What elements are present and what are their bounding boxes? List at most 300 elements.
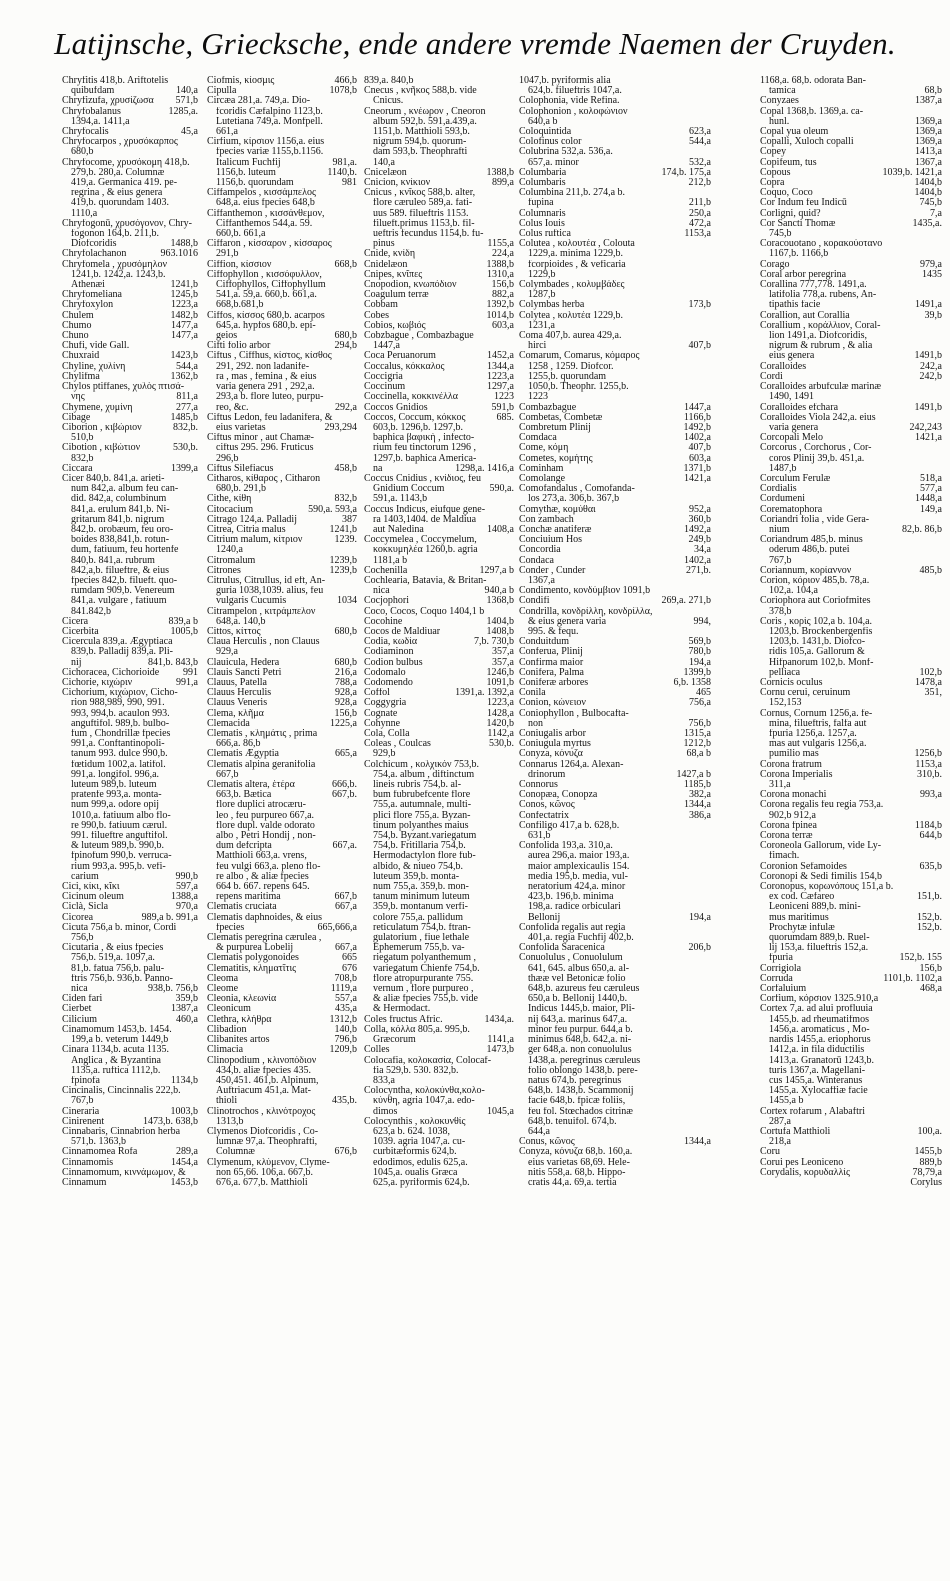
entry-term: Ciden fari xyxy=(62,994,103,1005)
index-entry-continuation xyxy=(760,892,942,902)
index-entry-continuation xyxy=(519,382,711,392)
entry-page-ref: 310,b. xyxy=(917,769,942,780)
index-entry-continuation xyxy=(364,882,514,892)
index-entry-continuation xyxy=(760,351,942,361)
index-entry-continuation xyxy=(207,127,357,137)
index-entry xyxy=(760,882,942,892)
entry-term: cratis 44,a. 69,a. tertia xyxy=(528,1177,617,1188)
index-entry-continuation xyxy=(364,923,514,933)
entry-term: hirci xyxy=(528,341,547,352)
index-entry xyxy=(760,1004,942,1014)
entry-term: Cicerbita xyxy=(62,626,99,637)
entry-term: Citrium malum, κίτριον xyxy=(207,535,303,546)
entry-term: 657,a. minor xyxy=(528,157,579,168)
entry-term: Matthioli 663,a. vrens, xyxy=(216,851,307,862)
index-entry-continuation xyxy=(364,147,514,157)
entry-term: fpecies 842,b. filueft. quo- xyxy=(71,575,178,586)
index-entry-continuation xyxy=(760,647,942,657)
index-entry-continuation xyxy=(519,1025,711,1035)
entry-term: Clauus Veneris xyxy=(207,698,268,709)
entry-term: Clematis alpina geranifolia xyxy=(207,759,316,770)
entry-page-ref: 1368,b xyxy=(486,596,514,607)
index-entry xyxy=(207,209,357,219)
entry-term: Cleonicum xyxy=(207,1004,251,1015)
entry-term: Coco, Cocos, Coquo 1404,1 b xyxy=(364,606,485,617)
index-entry-continuation xyxy=(760,290,942,300)
index-entry xyxy=(760,831,942,841)
entry-term: did. 842,a, columbinum xyxy=(71,494,167,505)
index-column-4 xyxy=(519,76,711,1576)
index-entry xyxy=(760,270,942,280)
entry-page-ref: 194,a xyxy=(689,912,711,923)
index-entry-continuation xyxy=(760,249,942,259)
entry-term: varia genera xyxy=(769,422,819,433)
entry-term: 1229,b xyxy=(528,269,556,280)
index-entry xyxy=(760,188,942,198)
index-entry xyxy=(364,1045,514,1055)
index-entry xyxy=(207,953,357,963)
entry-term: Cichoracea, Cichorioide xyxy=(62,667,160,678)
entry-page-ref: 796,b xyxy=(334,1035,357,1046)
entry-page-ref: 1223 xyxy=(494,392,514,403)
entry-term: Coccus Indicus, eiufque gene- xyxy=(364,504,486,515)
entry-term: Ciffaron , κίσσαρον , κίσσαρος xyxy=(207,239,332,250)
entry-term: Cobbam xyxy=(364,300,398,311)
entry-term: Coniferæ arbores xyxy=(519,677,589,688)
entry-term: 401,a. regia Fuchfij 402,b. xyxy=(528,933,634,944)
entry-page-ref: 1223,a xyxy=(171,300,198,311)
entry-term: Condifi xyxy=(519,596,550,607)
entry-term: Citrea, Citria malus xyxy=(207,524,286,535)
index-entry-continuation xyxy=(760,525,942,535)
entry-term: Confirma maior xyxy=(519,657,584,668)
entry-page-ref: 465 xyxy=(696,688,711,699)
index-entry xyxy=(519,484,711,494)
index-entry xyxy=(62,1086,198,1096)
entry-page-ref: 1388,b xyxy=(486,167,514,178)
entry-term: 660,b. 661,a xyxy=(216,229,266,240)
entry-term: nium xyxy=(769,524,790,535)
index-entry-continuation xyxy=(62,280,198,290)
index-entry-continuation xyxy=(364,239,514,249)
entry-page-ref: 676 xyxy=(342,963,357,974)
index-entry xyxy=(62,260,198,270)
index-entry xyxy=(207,76,357,86)
index-entry xyxy=(519,535,711,545)
index-entry-continuation xyxy=(62,872,198,882)
entry-page-ref: 1091,b xyxy=(486,677,514,688)
entry-page-ref: 1155,a xyxy=(487,239,514,250)
entry-page-ref: Corylus xyxy=(910,1177,942,1188)
index-entry xyxy=(62,351,198,361)
index-entry-continuation xyxy=(62,596,198,606)
entry-term: tanum 993. dulce 990,b. xyxy=(71,749,168,760)
entry-term: Climacia xyxy=(207,1045,244,1056)
entry-term: Ciftus , Ciffhus, κίστος, κίσθος xyxy=(207,351,332,362)
entry-term: Cortufa Matthioli xyxy=(760,1126,831,1137)
entry-term: filueft.primus 1153,b. fil- xyxy=(373,218,475,229)
index-entry xyxy=(364,331,514,341)
entry-term: 623,a b. 624. 1038, xyxy=(373,1126,450,1137)
index-entry-continuation xyxy=(62,229,198,239)
index-entry-continuation xyxy=(62,1035,198,1045)
index-entry xyxy=(62,443,198,453)
entry-term: aut Naledina xyxy=(373,524,424,535)
index-entry-continuation xyxy=(364,780,514,790)
entry-page-ref: 1297,a xyxy=(487,382,514,393)
index-entry xyxy=(207,933,357,943)
entry-term: mus maritimus xyxy=(769,912,829,923)
index-entry-continuation xyxy=(62,1076,198,1086)
index-entry xyxy=(364,596,514,606)
index-entry-continuation xyxy=(62,862,198,872)
entry-term: Cnipes, κνῖπες xyxy=(364,269,423,280)
entry-term: boides 838,841,b. rotun- xyxy=(71,535,170,546)
index-entry xyxy=(364,719,514,729)
entry-term: Coggygria xyxy=(364,698,407,709)
entry-page-ref: 6,b. 1358 xyxy=(673,677,711,688)
entry-page-ref: 569,b xyxy=(688,637,711,648)
index-entry-continuation xyxy=(62,964,198,974)
index-entry-continuation xyxy=(519,290,711,300)
entry-term: Clematis cruciata xyxy=(207,902,277,913)
entry-term: Coralloides Viola 242,a. eius xyxy=(760,412,876,423)
index-entry-continuation xyxy=(519,719,711,729)
entry-term: Cneorum , κνέωρον , Cneoron xyxy=(364,106,486,117)
index-entry xyxy=(62,1025,198,1035)
entry-term: 648,a. eius fpecies 648,b xyxy=(216,198,315,209)
entry-page-ref: 1371,b xyxy=(683,463,711,474)
index-entry xyxy=(519,678,711,688)
entry-term: flore cæruleo 589,a. fati- xyxy=(373,198,473,209)
entry-term: Chulem xyxy=(62,310,94,321)
entry-term: Ciffanthemon , κισσάνθεμον, xyxy=(207,208,325,219)
index-entry-continuation xyxy=(364,494,514,504)
index-entry-continuation xyxy=(760,1015,942,1025)
index-entry-continuation xyxy=(364,862,514,872)
index-entry-continuation xyxy=(760,117,942,127)
entry-term: 1223 xyxy=(528,392,548,403)
entry-term: ftris 756,b. 936,b. Panno- xyxy=(71,973,173,984)
entry-term: Conduitdum xyxy=(519,637,570,648)
entry-term: 631,b xyxy=(528,831,551,842)
index-entry xyxy=(760,219,942,229)
entry-term: fimach. xyxy=(769,851,800,862)
index-entry xyxy=(760,984,942,994)
index-entry xyxy=(207,1035,357,1045)
entry-page-ref: 1402,a xyxy=(684,433,711,444)
entry-term: Cierbet xyxy=(62,1004,92,1015)
index-entry-continuation xyxy=(207,321,357,331)
index-entry xyxy=(207,1015,357,1025)
index-entry-continuation xyxy=(364,433,514,443)
index-entry xyxy=(207,658,357,668)
entry-term: guria 1038,1039. alius, feu xyxy=(216,586,324,597)
index-entry-continuation xyxy=(760,1025,942,1035)
index-column-3 xyxy=(364,76,514,1576)
entry-page-ref: 39,b xyxy=(924,310,942,321)
index-entry-continuation xyxy=(207,831,357,841)
entry-term: κοκκυμηλέα 1260,b. agria xyxy=(373,545,478,556)
index-entry-continuation xyxy=(62,851,198,861)
entry-term: 1039. agria 1047,a. cu- xyxy=(373,1137,466,1148)
index-entry-continuation xyxy=(519,1056,711,1066)
entry-term: Confolida Saracenica xyxy=(519,943,605,954)
entry-page-ref: 7,a xyxy=(930,208,942,219)
index-entry xyxy=(519,423,711,433)
entry-term: Coru xyxy=(760,1147,780,1158)
entry-term: fpecies xyxy=(216,922,245,933)
index-entry-continuation xyxy=(519,851,711,861)
index-entry-continuation xyxy=(364,454,514,464)
entry-term: Chryfocome, χρυσόκομη 418,b. xyxy=(62,157,190,168)
entry-term: Coffol xyxy=(364,688,390,699)
entry-term: Coccinella, κοκκινέλλα xyxy=(364,392,459,403)
index-entry-continuation xyxy=(62,117,198,127)
entry-term: maior amplexicaulis 154. xyxy=(528,861,630,872)
index-entry xyxy=(519,749,711,759)
index-entry xyxy=(519,239,711,249)
entry-term: tamica xyxy=(769,86,796,97)
entry-page-ref: 811,a xyxy=(176,392,198,403)
entry-page-ref: 708,b xyxy=(334,973,357,984)
entry-term: 666,a. 86,b xyxy=(216,739,261,750)
index-entry xyxy=(760,800,942,810)
index-entry-continuation xyxy=(364,137,514,147)
entry-term: flore dupl. valde odorato xyxy=(216,820,315,831)
entry-page-ref: 532,a xyxy=(689,157,711,168)
entry-page-ref: 269,a. 271,b xyxy=(661,596,711,607)
index-entry-continuation xyxy=(62,811,198,821)
index-entry-continuation xyxy=(519,249,711,259)
index-entry-continuation xyxy=(62,729,198,739)
index-entry xyxy=(62,1004,198,1014)
entry-term: Cnicus , κνῖκος 588,b. alter, xyxy=(364,188,476,199)
index-entry xyxy=(760,474,942,484)
index-entry-continuation xyxy=(364,1158,514,1168)
index-entry xyxy=(207,137,357,147)
entry-term: Cohynne xyxy=(364,718,401,729)
index-entry xyxy=(207,433,357,443)
entry-term: Ciffos, κίσσος 680,b. acarpos xyxy=(207,310,325,321)
index-entry xyxy=(519,729,711,739)
entry-term: Colymbades , κολυμβάδες xyxy=(519,280,625,291)
entry-page-ref: 1285,a. xyxy=(168,106,198,117)
index-entry xyxy=(519,127,711,137)
entry-term: 840,b. 841,a. rubrum xyxy=(71,555,155,566)
entry-term: 1456,a. aromaticus , Mo- xyxy=(769,1024,870,1035)
index-entry-continuation xyxy=(519,362,711,372)
index-entry xyxy=(760,688,942,698)
index-entry xyxy=(760,678,942,688)
entry-page-ref: 277,a xyxy=(176,402,198,413)
index-entry-continuation xyxy=(760,953,942,963)
index-entry xyxy=(760,413,942,423)
index-entry-continuation xyxy=(760,300,942,310)
entry-term: Cnicion, κνίκιον xyxy=(364,178,431,189)
entry-term: Coccalus, κόκκαλος xyxy=(364,361,445,372)
entry-term: Chryfitis 418,b. Ariftotelis xyxy=(62,76,169,86)
index-entry xyxy=(364,188,514,198)
entry-term: 641, 645. albus 650,a. al- xyxy=(528,963,630,974)
index-entry xyxy=(207,270,357,280)
index-entry-continuation xyxy=(760,637,942,647)
entry-term: 102,a. 104,a xyxy=(769,586,818,597)
index-entry xyxy=(207,607,357,617)
entry-page-ref: 544,a xyxy=(176,361,198,372)
entry-term: Cleome xyxy=(207,984,239,995)
entry-term: 645,a. hypfos 680,b. epi- xyxy=(216,320,316,331)
entry-page-ref: 841,b. 843,b xyxy=(148,657,198,668)
index-entry-continuation xyxy=(760,851,942,861)
entry-term: num 842,a. album feu can- xyxy=(71,484,179,495)
entry-term: Columbaris xyxy=(519,178,566,189)
index-entry-continuation xyxy=(364,341,514,351)
index-entry xyxy=(760,321,942,331)
entry-term: 650,a b. Bellonij 1440,b. xyxy=(528,994,628,1005)
index-entry xyxy=(364,362,514,372)
entry-term: eius genera xyxy=(769,351,815,362)
index-entry-continuation xyxy=(519,341,711,351)
entry-page-ref: 100,a. xyxy=(917,1126,942,1137)
entry-page-ref: 991 xyxy=(183,667,198,678)
entry-term: Conuolulus , Conuolulum xyxy=(519,953,623,964)
index-entry-continuation xyxy=(519,270,711,280)
entry-term: 359,b. montanum verfi- xyxy=(373,902,468,913)
entry-term: feu vulgi 663,a. pleno flo- xyxy=(216,861,321,872)
index-entry xyxy=(62,1015,198,1025)
index-entry xyxy=(207,413,357,423)
entry-page-ref: 485,b xyxy=(919,565,942,576)
index-entry-continuation xyxy=(62,239,198,249)
index-entry-continuation xyxy=(207,1147,357,1157)
index-entry-continuation xyxy=(364,1096,514,1106)
index-entry-continuation xyxy=(62,586,198,596)
entry-term: Corona regalis feu regia 753,a. xyxy=(760,800,884,811)
entry-page-ref: 680,b xyxy=(334,657,357,668)
index-entry xyxy=(207,525,357,535)
index-entry-continuation xyxy=(62,556,198,566)
entry-term: Coriophora aut Coriofmites xyxy=(760,596,871,607)
entry-page-ref: 1003,b xyxy=(170,1106,198,1117)
entry-page-ref: 173,b xyxy=(688,300,711,311)
index-entry-continuation xyxy=(62,647,198,657)
index-entry-continuation xyxy=(62,392,198,402)
entry-page-ref: 468,a xyxy=(920,984,942,995)
entry-term: neratorium 424,a. minor xyxy=(528,882,626,893)
index-entry-continuation xyxy=(760,229,942,239)
entry-term: Cleoma xyxy=(207,973,239,984)
entry-term: 510,b xyxy=(71,433,94,444)
index-entry-continuation xyxy=(62,188,198,198)
entry-term: 991,a. Conftantinopoli- xyxy=(71,739,165,750)
entry-term: Confolida regalis aut regia xyxy=(519,922,626,933)
entry-term: 152,153 xyxy=(769,698,802,709)
entry-term: Conchæ anatiferæ xyxy=(519,524,592,535)
index-entry xyxy=(62,1147,198,1157)
entry-term: 839,a. 840,b xyxy=(364,76,414,86)
entry-term: nij 643,a. marinus 647,a. xyxy=(528,1014,628,1025)
entry-term: Chyline, χυλίνη xyxy=(62,361,126,372)
index-entry-continuation xyxy=(207,1137,357,1147)
index-entry-continuation xyxy=(207,851,357,861)
entry-term: Coma 407,b. aurea 429,a. xyxy=(519,331,622,342)
entry-page-ref: 1153,a xyxy=(915,759,942,770)
entry-term: 198,a. radice orbiculari xyxy=(528,902,621,913)
index-column-1 xyxy=(62,76,198,1576)
index-entry-continuation xyxy=(760,341,942,351)
entry-term: baphica βαφικὴ , infecto- xyxy=(373,433,475,444)
index-entry xyxy=(364,270,514,280)
entry-term: 1231,a xyxy=(528,320,555,331)
entry-term: dum, fatiuum, feu hortenfe xyxy=(71,545,179,556)
index-entry xyxy=(207,688,357,698)
index-entry xyxy=(62,219,198,229)
entry-page-ref: 1239,b xyxy=(329,565,357,576)
entry-page-ref: 82,b. 86,b xyxy=(902,524,942,535)
entry-term: Coquo, Coco xyxy=(760,188,813,199)
entry-term: variegatum Chienfe 754,b. xyxy=(373,963,480,974)
entry-page-ref: 1387,a xyxy=(171,1004,198,1015)
entry-term: Clematitis, κληματῖτις xyxy=(207,963,297,974)
index-entry-continuation xyxy=(62,1066,198,1076)
entry-term: Coriandri folia , vide Gera- xyxy=(760,514,870,525)
index-entry-continuation xyxy=(62,760,198,770)
entry-term: 311,a xyxy=(769,780,791,791)
entry-term: Chryfizufa, χρυσίζωσα xyxy=(62,96,154,107)
entry-term: Clibanites artos xyxy=(207,1035,270,1046)
entry-term: ra , mas , femina , & eius xyxy=(216,371,317,382)
entry-term: Colytea , κολυτέα 1229,b. xyxy=(519,310,623,321)
index-entry xyxy=(364,382,514,392)
index-entry xyxy=(62,1107,198,1117)
entry-page-ref: 1297,a b xyxy=(479,565,514,576)
index-entry xyxy=(207,749,357,759)
entry-page-ref: 590,a. 593,a xyxy=(308,504,357,515)
index-entry-continuation xyxy=(207,249,357,259)
entry-page-ref: 666,b. xyxy=(332,780,357,791)
entry-term: Chryfobalanus xyxy=(62,106,121,117)
index-entry-continuation xyxy=(519,1076,711,1086)
index-entry-continuation xyxy=(760,811,942,821)
index-entry-continuation xyxy=(207,158,357,168)
entry-term: Connorus xyxy=(519,780,558,791)
index-entry xyxy=(760,433,942,443)
entry-page-ref: 668,b xyxy=(334,259,357,270)
entry-page-ref: 1413,a xyxy=(915,147,942,158)
entry-page-ref: 1246,b xyxy=(486,667,514,678)
entry-page-ref: 1142,a xyxy=(487,729,514,739)
entry-page-ref: 1488,b xyxy=(170,239,198,250)
entry-term: 1181,a b xyxy=(373,555,408,566)
index-entry xyxy=(62,943,198,953)
entry-term: Cicer 840,b. 841,a. arieti- xyxy=(62,473,165,484)
entry-page-ref: 1399,a xyxy=(171,463,198,474)
entry-page-ref: 1241,b xyxy=(329,524,357,535)
entry-page-ref: 1344,a xyxy=(487,361,514,372)
index-entry xyxy=(207,260,357,270)
entry-term: natus 674,b. peregrinus xyxy=(528,1075,622,1086)
index-entry xyxy=(207,1107,357,1117)
entry-term: drinorum xyxy=(528,769,566,780)
index-entry xyxy=(62,76,198,86)
entry-term: Ciftus Ledon, feu ladanifera, & xyxy=(207,412,333,423)
index-entry xyxy=(760,1107,942,1117)
entry-term: Citrulus, Citrullus, id eft, An- xyxy=(207,575,326,586)
index-entry xyxy=(760,178,942,188)
entry-page-ref: 1392,b xyxy=(486,300,514,311)
index-entry xyxy=(519,229,711,239)
